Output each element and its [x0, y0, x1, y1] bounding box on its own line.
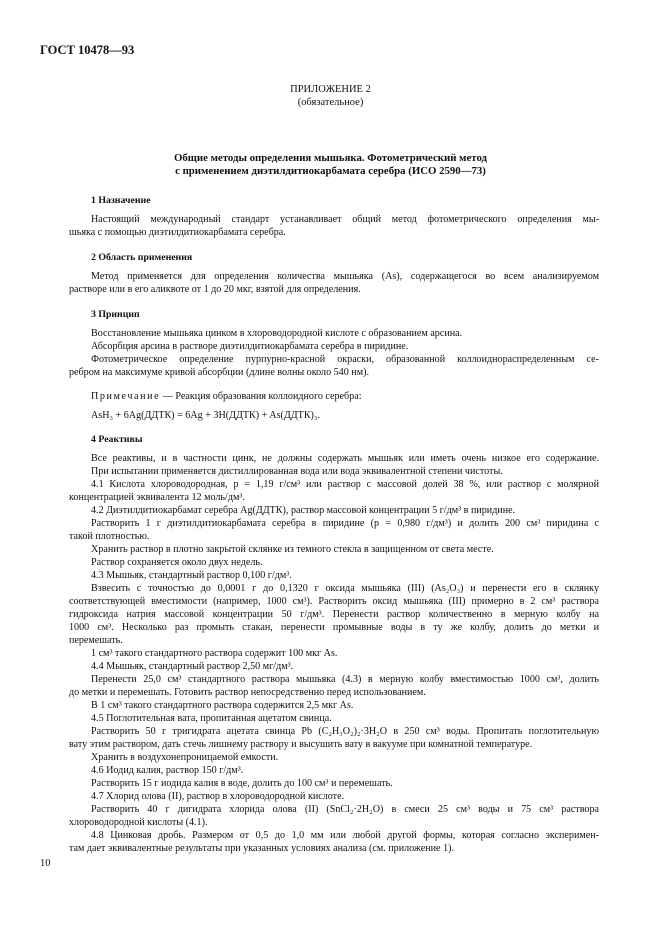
standard-header: ГОСТ 10478—93 [40, 43, 135, 57]
text-line: Растворить 40 г дигидрата хлорида олова (II) (SnCl₂·2H₂O) в смеси 25 см³ воды и 75 см³ раствора [91, 804, 599, 815]
text-line: 4.6 Иодид калия, раствор 150 г/дм³. [91, 765, 244, 776]
annex-label: ПРИЛОЖЕНИЕ 2 [290, 84, 371, 95]
page-number: 10 [40, 858, 51, 869]
document-title-line-2: с применением диэтилдитиокарбамата серебра (ИСО 2590—73) [175, 165, 486, 177]
section-heading-1: 1 Назначение [91, 195, 151, 206]
note-line [91, 391, 362, 402]
text-line: 4.7 Хлорид олова (II), раствор в хлороводородной кислоте. [91, 791, 345, 802]
text-line: 4.8 Цинковая дробь. Размером от 0,5 до 1,0 мм или любой другой формы, которая согласно эксперимен- [91, 830, 599, 841]
text-line: Все реактивы, и в частности цинк, не должны содержать мышьяк или иметь очень низкое его содержание. [91, 453, 599, 464]
text-line: соответствующей вместимости (например, 1000 см³). Растворить оксид мышьяка (III) примерно в 2 см³ раствора [69, 596, 599, 607]
text-line: 1000 см³. Несколько раз промыть стакан, перенести промывные воды в ту же колбу, долить до метки и [69, 622, 599, 633]
reaction-equation: AsH₃ + 6Ag(ДДТК) = 6Ag + 3H(ДДТК) + As(ДДТК)₃. [91, 410, 320, 421]
text-line: Растворить 1 г диэтилдитиокарбамата серебра в пиридине (p = 0,980 г/дм³) и долить 200 см³ пиридина с [91, 518, 599, 529]
text-line: Раствор сохраняется около двух недель. [91, 557, 263, 568]
document-title-line-1: Общие методы определения мышьяка. Фотометрический метод [174, 152, 487, 164]
text-line: шьяка с помощью диэтилдитиокарбамата серебра. [69, 227, 286, 238]
section-heading-2: 2 Область применения [91, 252, 193, 263]
annex-status: (обязательное) [297, 97, 364, 108]
text-line: вату этим раствором, дать стечь лишнему раствору и высушить вату в вакууме при комнатной температуре. [69, 739, 533, 750]
text-line: ребром на максимуме кривой абсорбции (длине волны около 540 нм). [69, 367, 369, 378]
text-line: Перенести 25,0 см³ стандартного раствора мышьяка (4.3) в мерную колбу вместимостью 1000 см³, долить [91, 674, 599, 685]
text-line: Метод применяется для определения количества мышьяка (As), содержащегося во всем анализируемом [91, 271, 599, 282]
text-line: Хранить раствор в плотно закрытой склянке из темного стекла в защищенном от света месте. [91, 544, 494, 555]
text-line: Фотометрическое определение пурпурно-красной окраски, образованной коллоиднораспределенным се- [91, 354, 599, 365]
text-line: Растворить 50 г тригидрата ацетата свинца Pb (C₂H₃O₂)₂·3H₂O в 250 см³ воды. Пропитать поглотительную [91, 726, 599, 737]
text-line: Растворить 15 г иодида калия в воде, долить до 100 см³ и перемешать. [91, 778, 393, 789]
text-line: Настоящий международный стандарт устанавливает общий метод фотометрического определения мы- [91, 214, 599, 225]
text-line: При испытании применяется дистиллированная вода или вода эквивалентной степени чистоты. [91, 466, 503, 477]
text-line: 4.1 Кислота хлороводородная, p = 1,19 г/см³ или раствор с массовой долей 38 %, или раствор с молярной [91, 479, 599, 490]
text-line: 1 см³ такого стандартного раствора содержит 100 мкг As. [91, 648, 338, 659]
text-line: Взвесить с точностью до 0,0001 г до 0,1320 г оксида мышьяка (III) (As₂O₃) и перенести его в склянку [91, 583, 599, 594]
text-line: Абсорбция арсина в растворе диэтилдитиокарбамата серебра в пиридине. [91, 341, 409, 352]
section-heading-3: 3 Принцип [91, 309, 140, 320]
text-line: перемешать. [69, 635, 123, 646]
text-line: концентрацией эквивалента 12 моль/дм³. [69, 492, 245, 503]
section-heading-4: 4 Реактивы [91, 434, 143, 445]
text-line: растворе или в его аликвоте от 1 до 20 мкг, взятой для определения. [69, 284, 361, 295]
note-text: — Реакция образования коллоидного серебра: [160, 391, 362, 402]
text-line: такой плотностью. [69, 531, 150, 542]
text-line: там дает эквивалентные результаты при указанных условиях анализа (см. приложение 1). [69, 843, 454, 854]
text-line: Хранить в воздухонепроницаемой емкости. [91, 752, 279, 763]
text-line: 4.4 Мышьяк, стандартный раствор 2,50 мг/дм³. [91, 661, 294, 672]
text-line: Восстановление мышьяка цинком в хлороводородной кислоте с образованием арсина. [91, 328, 463, 339]
note-label: Примечание [91, 391, 161, 402]
text-line: до метки и перемешать. Готовить раствор непосредственно перед использованием. [69, 687, 426, 698]
text-line: 4.3 Мышьяк, стандартный раствор 0,100 г/дм³. [91, 570, 292, 581]
text-line: гидроксида натрия массовой концентрации 50 г/дм³. Перенести раствор количественно в мерную колбу на [69, 609, 599, 620]
text-line: хлороводородной кислоты (4.1). [69, 817, 208, 828]
text-line: 4.5 Поглотительная вата, пропитанная ацетатом свинца. [91, 713, 332, 724]
text-line: В 1 см³ такого стандартного раствора содержится 2,5 мкг As. [91, 700, 354, 711]
text-line: 4.2 Диэтилдитиокарбамат серебра Ag(ДДТК), раствор массовой концентрации 5 г/дм³ в пиридине. [91, 505, 516, 516]
